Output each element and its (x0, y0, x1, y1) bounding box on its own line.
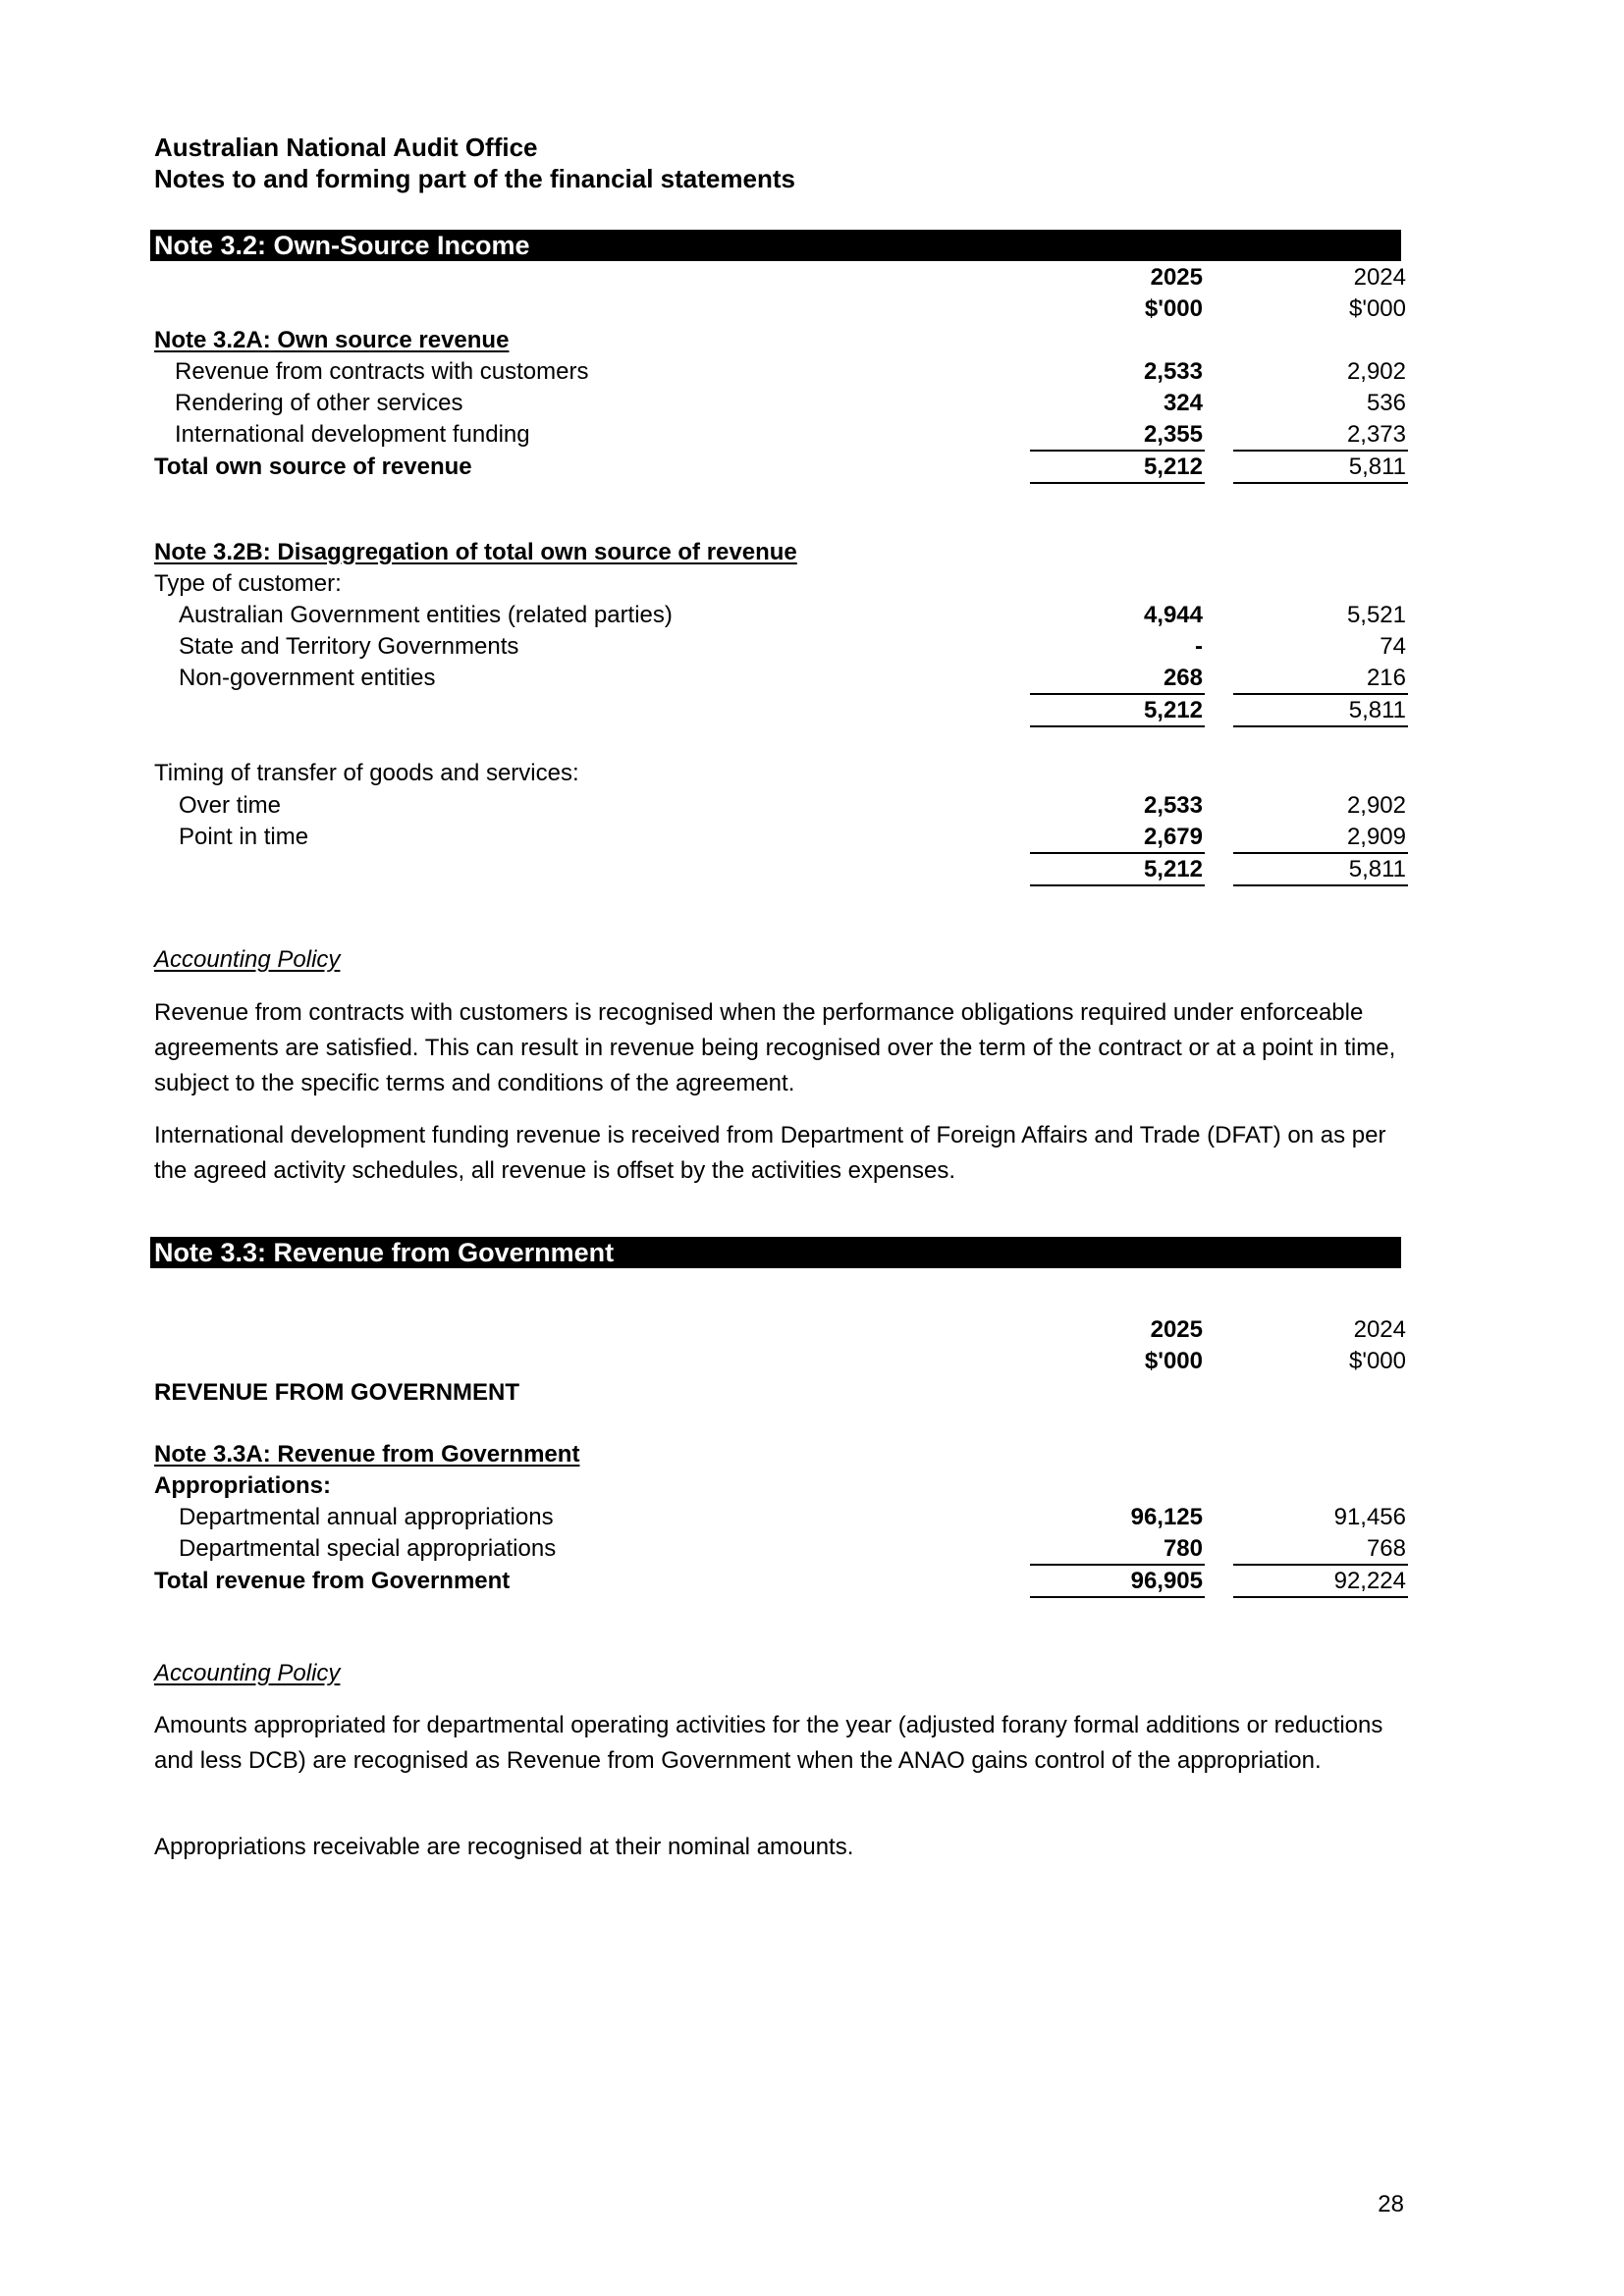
year-current-header: 2025 (1150, 1316, 1203, 1343)
value-2025: 2,355 (1143, 421, 1203, 448)
total-2025: 5,212 (1143, 697, 1203, 723)
value-2024: 216 (1366, 665, 1406, 691)
value-2025: 96,125 (1130, 1504, 1203, 1530)
row-label: Departmental annual appropriations (179, 1504, 554, 1530)
total-rule (1030, 884, 1205, 886)
value-2024: 2,373 (1346, 421, 1406, 448)
row-label: Over time (179, 792, 282, 819)
value-2024: 2,902 (1346, 792, 1406, 819)
total-rule (1030, 1596, 1205, 1598)
total-rule (1030, 725, 1205, 727)
year-prior-header: 2024 (1353, 1316, 1406, 1343)
subtotal-rule (1030, 852, 1205, 854)
note-3-3a-title: Note 3.3A: Revenue from Government (154, 1441, 580, 1468)
total-rule (1233, 1596, 1408, 1598)
page-number: 28 (1378, 2191, 1404, 2217)
value-2024: 536 (1366, 390, 1406, 416)
policy-paragraph: International development funding revenue is received from Department of Foreign Affairs and Trade (DFAT) on as per the agreed activity schedules, all revenue is offset by the activities expenses. (154, 1122, 1386, 1184)
row-label: Non-government entities (179, 665, 436, 691)
total-rule (1233, 884, 1408, 886)
row-label: Point in time (179, 824, 309, 850)
subtotal-rule (1030, 1564, 1205, 1566)
total-rule (1233, 482, 1408, 484)
policy-paragraph: Amounts appropriated for departmental operating activities for the year (adjusted forany formal additions or reductions and less DCB) are recognised as Revenue from Government when the ANAO gains control of the appropriation. (154, 1712, 1383, 1774)
subtotal-rule (1233, 450, 1408, 452)
total-label: Total revenue from Government (154, 1568, 511, 1594)
organisation-name: Australian National Audit Office (154, 133, 538, 162)
row-label: Australian Government entities (related parties) (179, 602, 673, 628)
row-label: International development funding (175, 421, 530, 448)
subtotal-rule (1030, 693, 1205, 695)
accounting-policy-heading: Accounting Policy (154, 1660, 341, 1686)
total-label: Total own source of revenue (154, 454, 472, 480)
value-2024: 2,902 (1346, 358, 1406, 385)
year-prior-header: 2024 (1353, 264, 1406, 291)
subtotal-rule (1233, 693, 1408, 695)
section-label: REVENUE FROM GOVERNMENT (154, 1379, 520, 1406)
total-2025: 96,905 (1130, 1568, 1203, 1594)
policy-paragraph: Revenue from contracts with customers is recognised when the performance obligations required under enforceable agreements are satisfied. This can result in revenue being recognised over the term of the contract or at a point in time, subject to the specific terms and conditions of the agreement. (154, 999, 1396, 1096)
value-2025: 324 (1163, 390, 1203, 416)
note-3-3-title-bar: Note 3.3: Revenue from Government (150, 1237, 1401, 1268)
total-2024: 5,811 (1348, 454, 1406, 480)
note-3-2a-title: Note 3.2A: Own source revenue (154, 327, 510, 353)
document-header (154, 132, 795, 194)
unit-current-header: $'000 (1144, 295, 1203, 322)
subtotal-rule (1030, 450, 1205, 452)
type-of-customer-label: Type of customer: (154, 570, 342, 597)
value-2025: 4,944 (1143, 602, 1203, 628)
value-2024: 5,521 (1346, 602, 1406, 628)
total-2025: 5,212 (1143, 856, 1203, 882)
value-2024: 2,909 (1346, 824, 1406, 850)
value-2025: 2,533 (1143, 358, 1203, 385)
value-2025: 268 (1163, 665, 1203, 691)
accounting-policy-heading: Accounting Policy (154, 946, 341, 973)
unit-prior-header: $'000 (1349, 295, 1406, 322)
value-2024: 74 (1380, 633, 1406, 660)
value-2025: - (1195, 633, 1203, 660)
row-label: State and Territory Governments (179, 633, 519, 660)
value-2025: 780 (1163, 1535, 1203, 1562)
value-2024: 91,456 (1333, 1504, 1406, 1530)
total-2024: 5,811 (1348, 697, 1406, 723)
timing-label: Timing of transfer of goods and services: (154, 760, 579, 786)
note-3-2b-title: Note 3.2B: Disaggregation of total own source of revenue (154, 539, 797, 565)
row-label: Rendering of other services (175, 390, 463, 416)
row-label: Departmental special appropriations (179, 1535, 557, 1562)
value-2024: 768 (1366, 1535, 1406, 1562)
appropriations-label: Appropriations: (154, 1472, 331, 1499)
year-current-header: 2025 (1150, 264, 1203, 291)
unit-prior-header: $'000 (1349, 1348, 1406, 1374)
subtotal-rule (1233, 852, 1408, 854)
document-subtitle: Notes to and forming part of the financial statements (154, 164, 795, 193)
subtotal-rule (1233, 1564, 1408, 1566)
policy-paragraph: Appropriations receivable are recognised at their nominal amounts. (154, 1834, 854, 1860)
total-rule (1233, 725, 1408, 727)
row-label: Revenue from contracts with customers (175, 358, 589, 385)
total-2024: 92,224 (1333, 1568, 1406, 1594)
total-2024: 5,811 (1348, 856, 1406, 882)
value-2025: 2,679 (1143, 824, 1203, 850)
total-2025: 5,212 (1143, 454, 1203, 480)
note-3-2-title-bar: Note 3.2: Own-Source Income (150, 230, 1401, 261)
value-2025: 2,533 (1143, 792, 1203, 819)
total-rule (1030, 482, 1205, 484)
unit-current-header: $'000 (1144, 1348, 1203, 1374)
